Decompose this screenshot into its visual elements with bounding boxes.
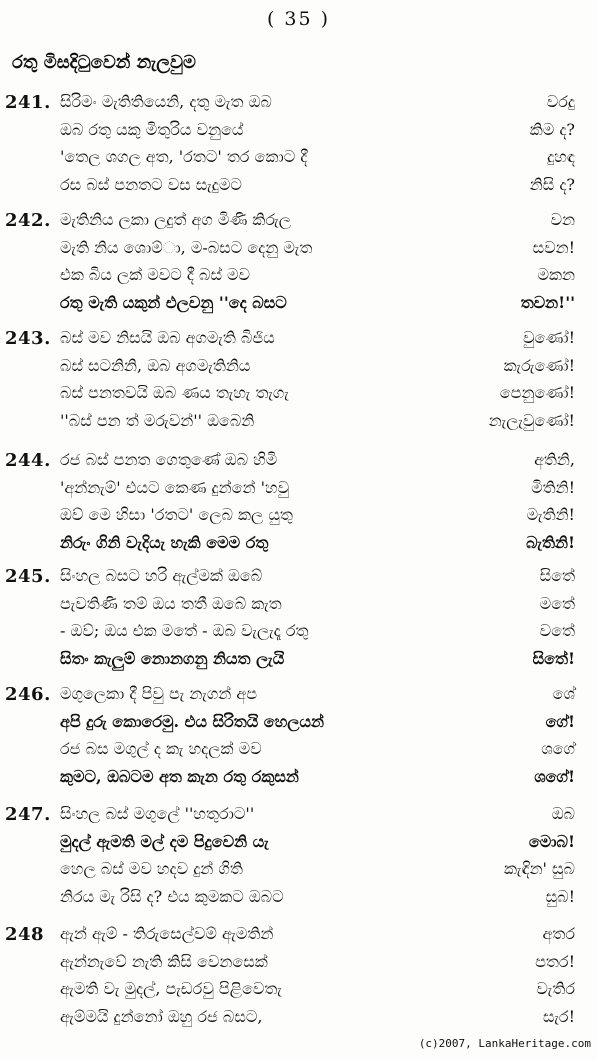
stanza-number: 245.: [5, 566, 51, 587]
verse-line: [0, 120, 597, 148]
copyright-notice: (c)2007, LankaHeritage.com: [418, 1037, 591, 1050]
verse-text: ඔබ රතු යකු මිතුරිය වනුයේ: [60, 119, 244, 139]
verse-line: [0, 804, 597, 832]
verse-line: [0, 649, 597, 677]
verse-text: මුදල් ඇමති මල් දම පිදුවෙනි යැ: [60, 831, 269, 851]
stanza-number: 243.: [5, 328, 51, 349]
verse-text: රජ බස් පනත ගෙතුණේ ඔබ හිමි: [60, 450, 278, 469]
verse-text: නිරය මැ රිසි ද? එය කුමකට ඔබට: [60, 886, 284, 906]
verse-end-word: ශගේ!: [534, 766, 575, 786]
stanza-number: 242.: [5, 210, 51, 231]
verse-end-word: ඔබ: [551, 804, 575, 823]
verse-end-word: පතර!: [535, 951, 575, 971]
verse-line: [0, 859, 597, 887]
verse-text: සිංහල බස් මගුලේ ''හතුරාට'': [60, 804, 255, 823]
verse-text: හෙල බස් මව හදව දුන් ගිති: [60, 859, 243, 878]
verse-text: බස් පනතවයි ඔබ ණය තැහැ තැගැ: [60, 383, 289, 402]
verse-end-word: සැර!: [542, 1006, 575, 1026]
verse-line: [0, 328, 597, 356]
verse-text: ඇමති වැ මුදල්, පැඩරවු පිළිවෙතැ: [60, 979, 282, 998]
verse-text: ඔව් මෙ හිසා 'රතට' ලෙබ කල යුතු: [60, 505, 293, 524]
verse-line: [0, 832, 597, 860]
verse-line: [0, 383, 597, 411]
verse-end-word: දුහඳ: [547, 147, 575, 166]
verse-text: අපි දුරු කොරෙමු. එය සිරිතයි හෙලයන්: [60, 711, 324, 731]
verse-line: [0, 952, 597, 980]
stanza-number: 246.: [5, 684, 51, 705]
verse-line: [0, 1007, 597, 1035]
verse-line: [0, 450, 597, 478]
verse-line: [0, 739, 597, 767]
verse-line: [0, 594, 597, 622]
verse-end-word: වන: [550, 210, 575, 229]
verse-line: [0, 478, 597, 506]
verse-end-word: නැලැවුණෝ!: [488, 410, 575, 430]
verse-line: [0, 505, 597, 533]
verse-line: [0, 887, 597, 915]
verse-end-word: කැඳින' සුබ: [503, 859, 575, 878]
verse-end-word: මැතිනි!: [526, 505, 575, 524]
verse-line: [0, 621, 597, 649]
verse-text: සිතං කැලුම් නොනගනු නියත ලැයි: [60, 648, 285, 668]
verse-text: රතු මැති යකුන් එලවනු ''දෙ බසට: [60, 292, 287, 312]
verse-text: බස් සටනිනි, ඔබ අගමැතිනිය: [60, 355, 251, 375]
page-number: ( 35 ): [266, 8, 331, 30]
verse-line: [0, 265, 597, 293]
verse-line: [0, 175, 597, 203]
verse-text: ඇන් ඇම් - තිරුසෙල්වම් ඇමතින්: [60, 924, 274, 943]
verse-line: [0, 411, 597, 439]
stanza-number: 247.: [5, 804, 51, 825]
verse-line: [0, 712, 597, 740]
verse-end-word: බැතිනි!: [526, 532, 575, 552]
verse-text: ඇන්නැවේ නැති කිසි වෙනසෙක්: [60, 951, 268, 971]
verse-end-word: වතේ: [539, 621, 575, 640]
verse-end-word: තවන!'': [520, 292, 575, 312]
verse-text: - ඔව්; ඔය එක මතේ - ඔබ වැලැදෑ රතු: [60, 621, 309, 640]
verse-text: බස් මව නිසයි ඔබ අගමැති බිජිය: [60, 328, 275, 347]
poem-section-title: රතු මිසදිටුවෙන් නැලවුම: [12, 52, 196, 73]
verse-line: [0, 767, 597, 795]
verse-line: [0, 684, 597, 712]
verse-end-word: මොබ!: [528, 831, 575, 851]
verse-text: එක බිය ලක් මවට දී බස් මව: [60, 265, 251, 284]
verse-end-word: ගේ!: [545, 711, 575, 731]
stanza-number: 244.: [5, 450, 51, 471]
verse-text: නිරුං ගිනි වැදියැ හැකි මෙම රතු: [60, 532, 269, 552]
stanza-number: 248: [5, 924, 45, 945]
verse-end-word: වරදු: [546, 92, 575, 111]
verse-text: කුමට, ඔබටම අත කැන රතු රකුසන්: [60, 766, 299, 786]
verse-end-word: ශේ: [552, 684, 575, 703]
verse-end-word: වැතිර: [536, 979, 575, 998]
verse-end-word: මිතිනි!: [531, 477, 575, 497]
verse-end-word: සිතේ!: [532, 648, 575, 668]
verse-text: රස බස් පනතට වස සැදුමට: [60, 174, 242, 194]
verse-text: 'අන්නැම්' එයට කෙණ දුන්නේ 'හවු: [60, 477, 290, 497]
verse-line: [0, 924, 597, 952]
verse-line: [0, 210, 597, 238]
verse-line: [0, 147, 597, 175]
verse-end-word: සවන!: [532, 237, 575, 257]
verse-text: 'තෙල ශගල අත, 'රතට' තර කොට දී: [60, 147, 308, 166]
verse-end-word: කිම ද?: [529, 119, 575, 139]
verse-end-word: සිතේ: [539, 566, 575, 585]
verse-line: [0, 293, 597, 321]
verse-line: [0, 356, 597, 384]
verse-line: [0, 92, 597, 120]
verse-end-word: ශගේ: [541, 739, 575, 758]
verse-end-word: මකන: [537, 265, 575, 284]
verse-end-word: අතර: [542, 924, 575, 943]
stanza-number: 241.: [5, 92, 51, 113]
verse-text: මගුලෙකා දී පිවු පැ නැගන් අප: [60, 684, 258, 703]
verse-line: [0, 238, 597, 266]
verse-text: මැතිනිය ලකා ලදුත් අග මිණි කිරුල: [60, 210, 291, 229]
verse-text: මැති නිය ශොම්‍ා, ම-බසට දෙනු මැත: [60, 237, 313, 257]
verse-text: සිරිමං මැතිතියෙනි, දතු මැත ඔබ: [60, 92, 272, 111]
verse-line: [0, 979, 597, 1007]
verse-text: ඇම්මයි දුන්නෝ ඔහු රජ බසට,: [60, 1006, 263, 1026]
verse-text: පැවතිණි තම් ඔය තතී ඔබේ කැත: [60, 593, 282, 613]
verse-text: රජ බස මගුල් ද කැ හදලක් මව: [60, 739, 262, 758]
verse-end-word: මතේ: [539, 593, 575, 613]
verse-end-word: සුබ!: [545, 886, 575, 906]
verse-end-word: නිසි ද?: [529, 174, 575, 194]
verse-line: [0, 533, 597, 561]
verse-end-word: පෙනුණෝ!: [499, 383, 575, 402]
verse-end-word: කැරුණෝ!: [503, 355, 575, 375]
verse-line: [0, 566, 597, 594]
verse-text: සිංහල බසට හරි ඇල්මක් ඔබේ: [60, 566, 263, 585]
verse-end-word: අතිනි,: [534, 450, 575, 469]
verse-text: ''බස් පන ත් මරුවන්'' ඔබෙනි: [60, 410, 255, 430]
verse-end-word: වුණෝ!: [522, 328, 575, 347]
